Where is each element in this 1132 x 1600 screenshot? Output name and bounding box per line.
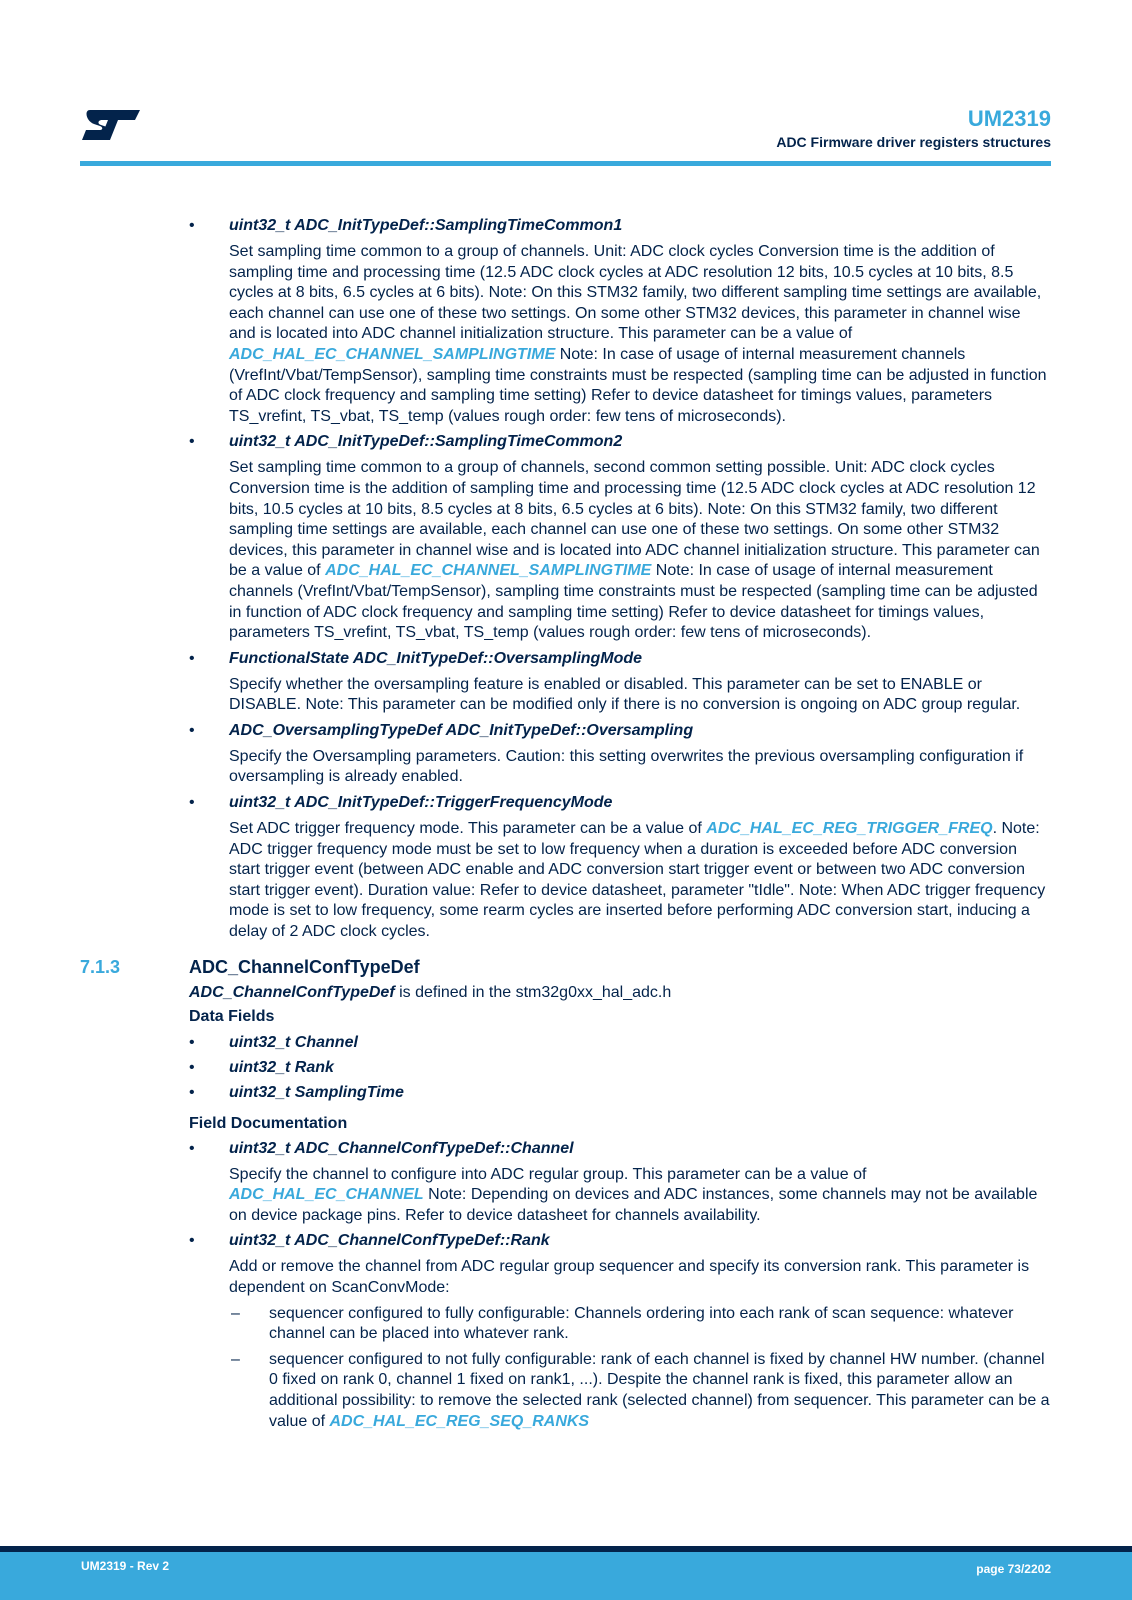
bullet-icon: • (189, 1232, 195, 1250)
field-block (0, 721, 1132, 788)
field-heading: • uint32_t ADC_InitTypeDef::SamplingTimeCommon1 (189, 217, 623, 234)
field-description: Add or remove the channel from ADC regular group sequencer and specify its conversion rank. This parameter is dependent on ScanConvMode: (229, 1258, 1030, 1296)
field-heading: • FunctionalState ADC_InitTypeDef::OversamplingMode (189, 649, 643, 667)
bullet-icon: • (189, 649, 195, 667)
field-block (0, 649, 1132, 716)
doc-link[interactable]: ADC_HAL_EC_CHANNEL_SAMPLINGTIME (229, 345, 556, 363)
bullet-icon: • (189, 1139, 195, 1157)
dash-icon: – (231, 1350, 240, 1368)
field-block (0, 1139, 1132, 1227)
bullet-icon: • (189, 433, 195, 451)
dash-list-item: – sequencer configured to not fully configurable: rank of each channel is fixed by channel HW number. (channel 0 fixed on rank 0, channel 1 fixed on rank1, ...). Despite the channel rank is fixed, this parameter allow an additional possibility: to remove the selected rank (selected channel) from sequencer. This parameter can be a value of ADC_HAL_EC_REG_SEQ_RANKS (231, 1350, 1050, 1430)
bullet-icon: • (189, 794, 195, 812)
field-heading: • uint32_t ADC_ChannelConfTypeDef::Rank (189, 1232, 550, 1250)
section-intro: ADC_ChannelConfTypeDef is defined in the stm32g0xx_hal_adc.h (189, 983, 672, 1001)
field-description: Specify the Oversampling parameters. Caution: this setting overwrites the previous oversampling configuration if oversampling is already enabled. (229, 747, 1024, 786)
field-block (0, 432, 1132, 643)
bullet-icon: • (189, 1033, 195, 1051)
field-block (0, 793, 1132, 943)
data-field-item: • uint32_t SamplingTime (189, 1083, 404, 1101)
header-rule (80, 161, 1051, 166)
bullet-icon: • (189, 217, 195, 234)
dash-list-item: – sequencer configured to fully configurable: Channels ordering into each rank of scan sequence: whatever channel can be placed into whatever rank. (231, 1304, 1014, 1343)
bullet-icon: • (189, 1083, 195, 1101)
doc-link[interactable]: ADC_HAL_EC_REG_SEQ_RANKS (329, 1412, 590, 1430)
footer-page-number: page 73/2202 (976, 1562, 1051, 1576)
field-description: Specify whether the oversampling feature is enabled or disabled. This parameter can be set to ENABLE or DISABLE. Note: This parameter can be modified only if there is no conversion is ongoing on ADC group regular. (229, 675, 1021, 714)
field-description: Set ADC trigger frequency mode. This parameter can be a value of ADC_HAL_EC_REG_TRIGGER_FREQ. Note: ADC trigger frequency mode must be set to low frequency when a duration is exceeded before ADC conversion start trigger event (between ADC enable and ADC conversion start trigger event or between two ADC conversion start trigger event). Duration value: Refer to device datasheet, parameter "tIdle". Note: When ADC trigger frequency mode is set to low frequency, some rearm cycles are inserted before performing ADC conversion start, inducing a delay of 2 ADC clock cycles. (229, 820, 1046, 941)
section-title: ADC_ChannelConfTypeDef (189, 956, 420, 977)
doc-link[interactable]: ADC_HAL_EC_CHANNEL (229, 1186, 424, 1204)
field-block (0, 216, 1132, 427)
section-number: 7.1.3 (80, 956, 121, 977)
data-field-item: • uint32_t Rank (189, 1058, 334, 1076)
field-block (0, 1231, 1132, 1432)
page-content (0, 216, 1132, 1437)
doc-link[interactable]: ADC_HAL_EC_CHANNEL_SAMPLINGTIME (325, 562, 652, 580)
field-documentation-label: Field Documentation (189, 1114, 348, 1132)
st-logo (80, 108, 142, 142)
doc-link[interactable]: ADC_HAL_EC_REG_TRIGGER_FREQ (706, 820, 993, 838)
field-heading: • uint32_t ADC_InitTypeDef::SamplingTimeCommon2 (189, 433, 623, 451)
field-heading: • ADC_OversamplingTypeDef ADC_InitTypeDef::Oversampling (189, 721, 694, 739)
bullet-icon: • (189, 1058, 195, 1076)
footer-doc-revision: UM2319 - Rev 2 (81, 1559, 170, 1573)
document-subtitle: ADC Firmware driver registers structures (776, 134, 1051, 150)
field-heading: • uint32_t ADC_ChannelConfTypeDef::Channel (189, 1139, 574, 1157)
field-description: Specify the channel to configure into ADC regular group. This parameter can be a value of ADC_HAL_EC_CHANNEL Note: Depending on devices and ADC instances, some channels may not be available on device package pins. Refer to device datasheet for channels availability. (229, 1165, 1038, 1224)
field-description: Set sampling time common to a group of channels. Unit: ADC clock cycles Conversion time is the addition of sampling time and processing time (12.5 ADC clock cycles at ADC resolution 12 bits, 10.5 cycles at 10 bits, 8.5 cycles at 8 bits, 6.5 cycles at 6 bits). Note: On this STM32 family, two different sampling time settings are available, each channel can use one of these two settings. On some other STM32 devices, this parameter in channel wise and is located into ADC channel initialization structure. This parameter can be a value of ADC_HAL_EC_CHANNEL_SAMPLINGTIME Note: In case of usage of internal measurement channels (VrefInt/Vbat/TempSensor), sampling time constraints must be respected (sampling time can be adjusted in function of ADC clock frequency and sampling time setting) Refer to device datasheet for timings values, parameters TS_vrefint, TS_vbat, TS_temp (values rough order: few tens of microseconds). (229, 243, 1047, 425)
data-field-item: • uint32_t Channel (189, 1033, 358, 1051)
field-description: Set sampling time common to a group of channels, second common setting possible. Unit: ADC clock cycles Conversion time is the addition of sampling time and processing time (12.5 ADC clock cycles at ADC resolution 12 bits, 10.5 cycles at 10 bits, 8.5 cycles at 8 bits, 6.5 cycles at 6 bits). Note: On this STM32 family, two different sampling time settings are available, each channel can use one of these two settings. On some other STM32 devices, this parameter in channel wise and is located into ADC channel initialization structure. This parameter can be a value of ADC_HAL_EC_CHANNEL_SAMPLINGTIME Note: In case of usage of internal measurement channels (VrefInt/Vbat/TempSensor), sampling time constraints must be respected (sampling time can be adjusted in function of ADC clock frequency and sampling time setting) Refer to device datasheet for timings values, parameters TS_vrefint, TS_vbat, TS_temp (values rough order: few tens of microseconds). (229, 459, 1040, 642)
section-heading (0, 957, 1132, 981)
data-fields-label: Data Fields (189, 1007, 275, 1025)
document-id: UM2319 (967, 106, 1051, 131)
dash-icon: – (231, 1304, 240, 1322)
footer-bar (0, 1552, 1132, 1600)
field-heading: • uint32_t ADC_InitTypeDef::TriggerFrequencyMode (189, 794, 613, 812)
bullet-icon: • (189, 721, 195, 739)
